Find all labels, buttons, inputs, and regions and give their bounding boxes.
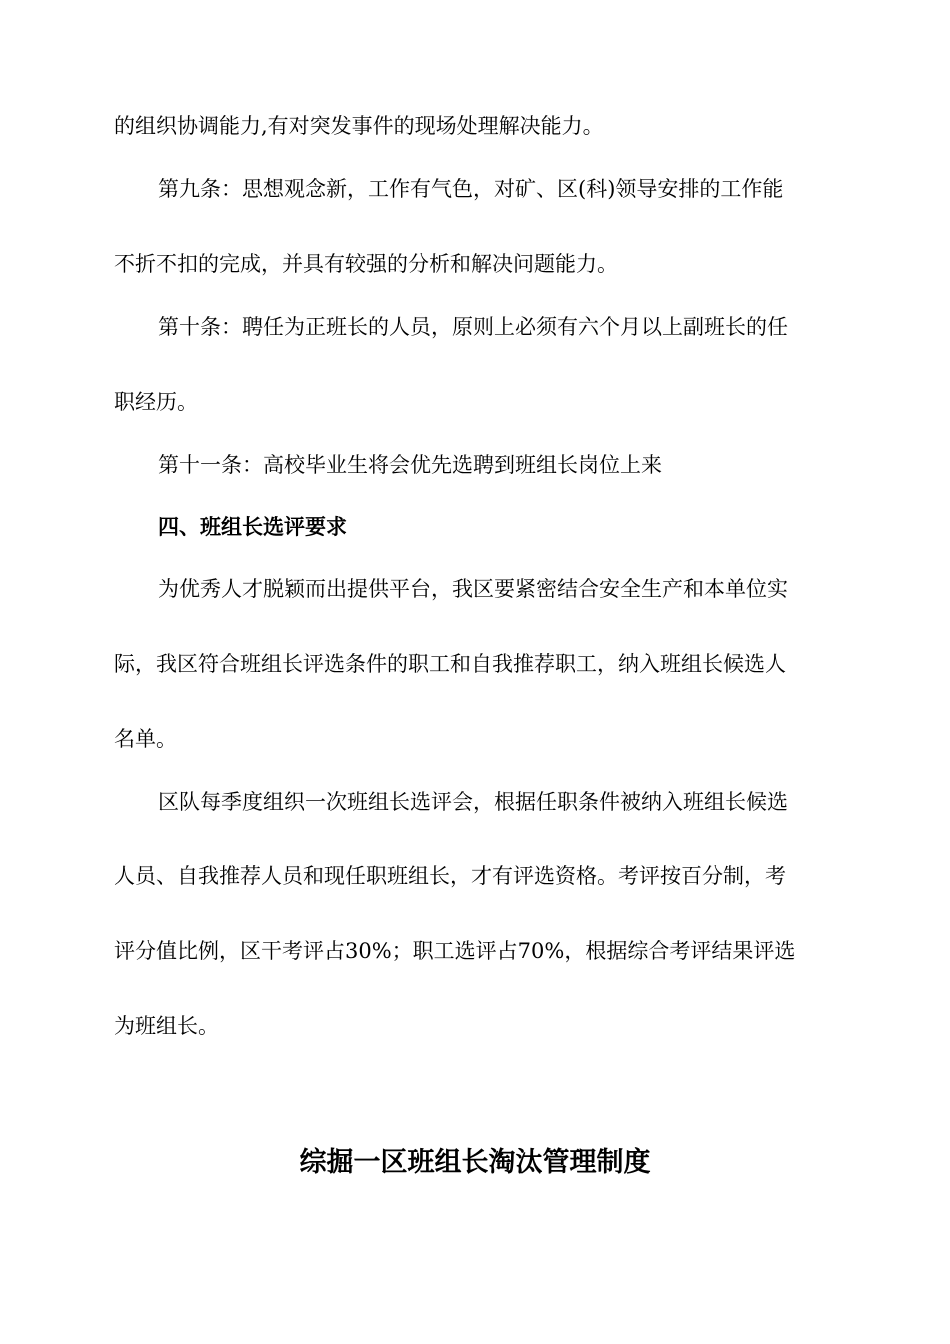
text-line: 为优秀人才脱颖而出提供平台，我区要紧密结合安全生产和本单位实	[158, 577, 788, 601]
text-line: 第十条：聘任为正班长的人员，原则上必须有六个月以上副班长的任	[158, 315, 788, 339]
text-line: 际，我区符合班组长评选条件的职工和自我推荐职工，纳入班组长候选人	[114, 652, 786, 676]
text-line: 名单。	[114, 727, 177, 751]
section-heading: 四、班组长选评要求	[158, 514, 347, 539]
text-line: 第十一条：高校毕业生将会优先选聘到班组长岗位上来	[158, 453, 662, 477]
text-line: 职经历。	[114, 390, 198, 414]
text-line: 人员、自我推荐人员和现任职班组长，才有评选资格。考评按百分制，考	[114, 864, 786, 888]
text-line: 的组织协调能力,有对突发事件的现场处理解决能力。	[114, 114, 604, 138]
text-line: 不折不扣的完成，并具有较强的分析和解决问题能力。	[114, 252, 618, 276]
text-line: 区队每季度组织一次班组长选评会，根据任职条件被纳入班组长候选	[158, 790, 788, 814]
text-line: 评分值比例，区干考评占30%；职工选评占70%，根据综合考评结果评选	[114, 939, 796, 963]
text-line: 第九条：思想观念新，工作有气色，对矿、区(科)领导安排的工作能	[158, 177, 784, 201]
text-line: 为班组长。	[114, 1014, 219, 1038]
document-title: 综掘一区班组长淘汰管理制度	[299, 1147, 651, 1178]
